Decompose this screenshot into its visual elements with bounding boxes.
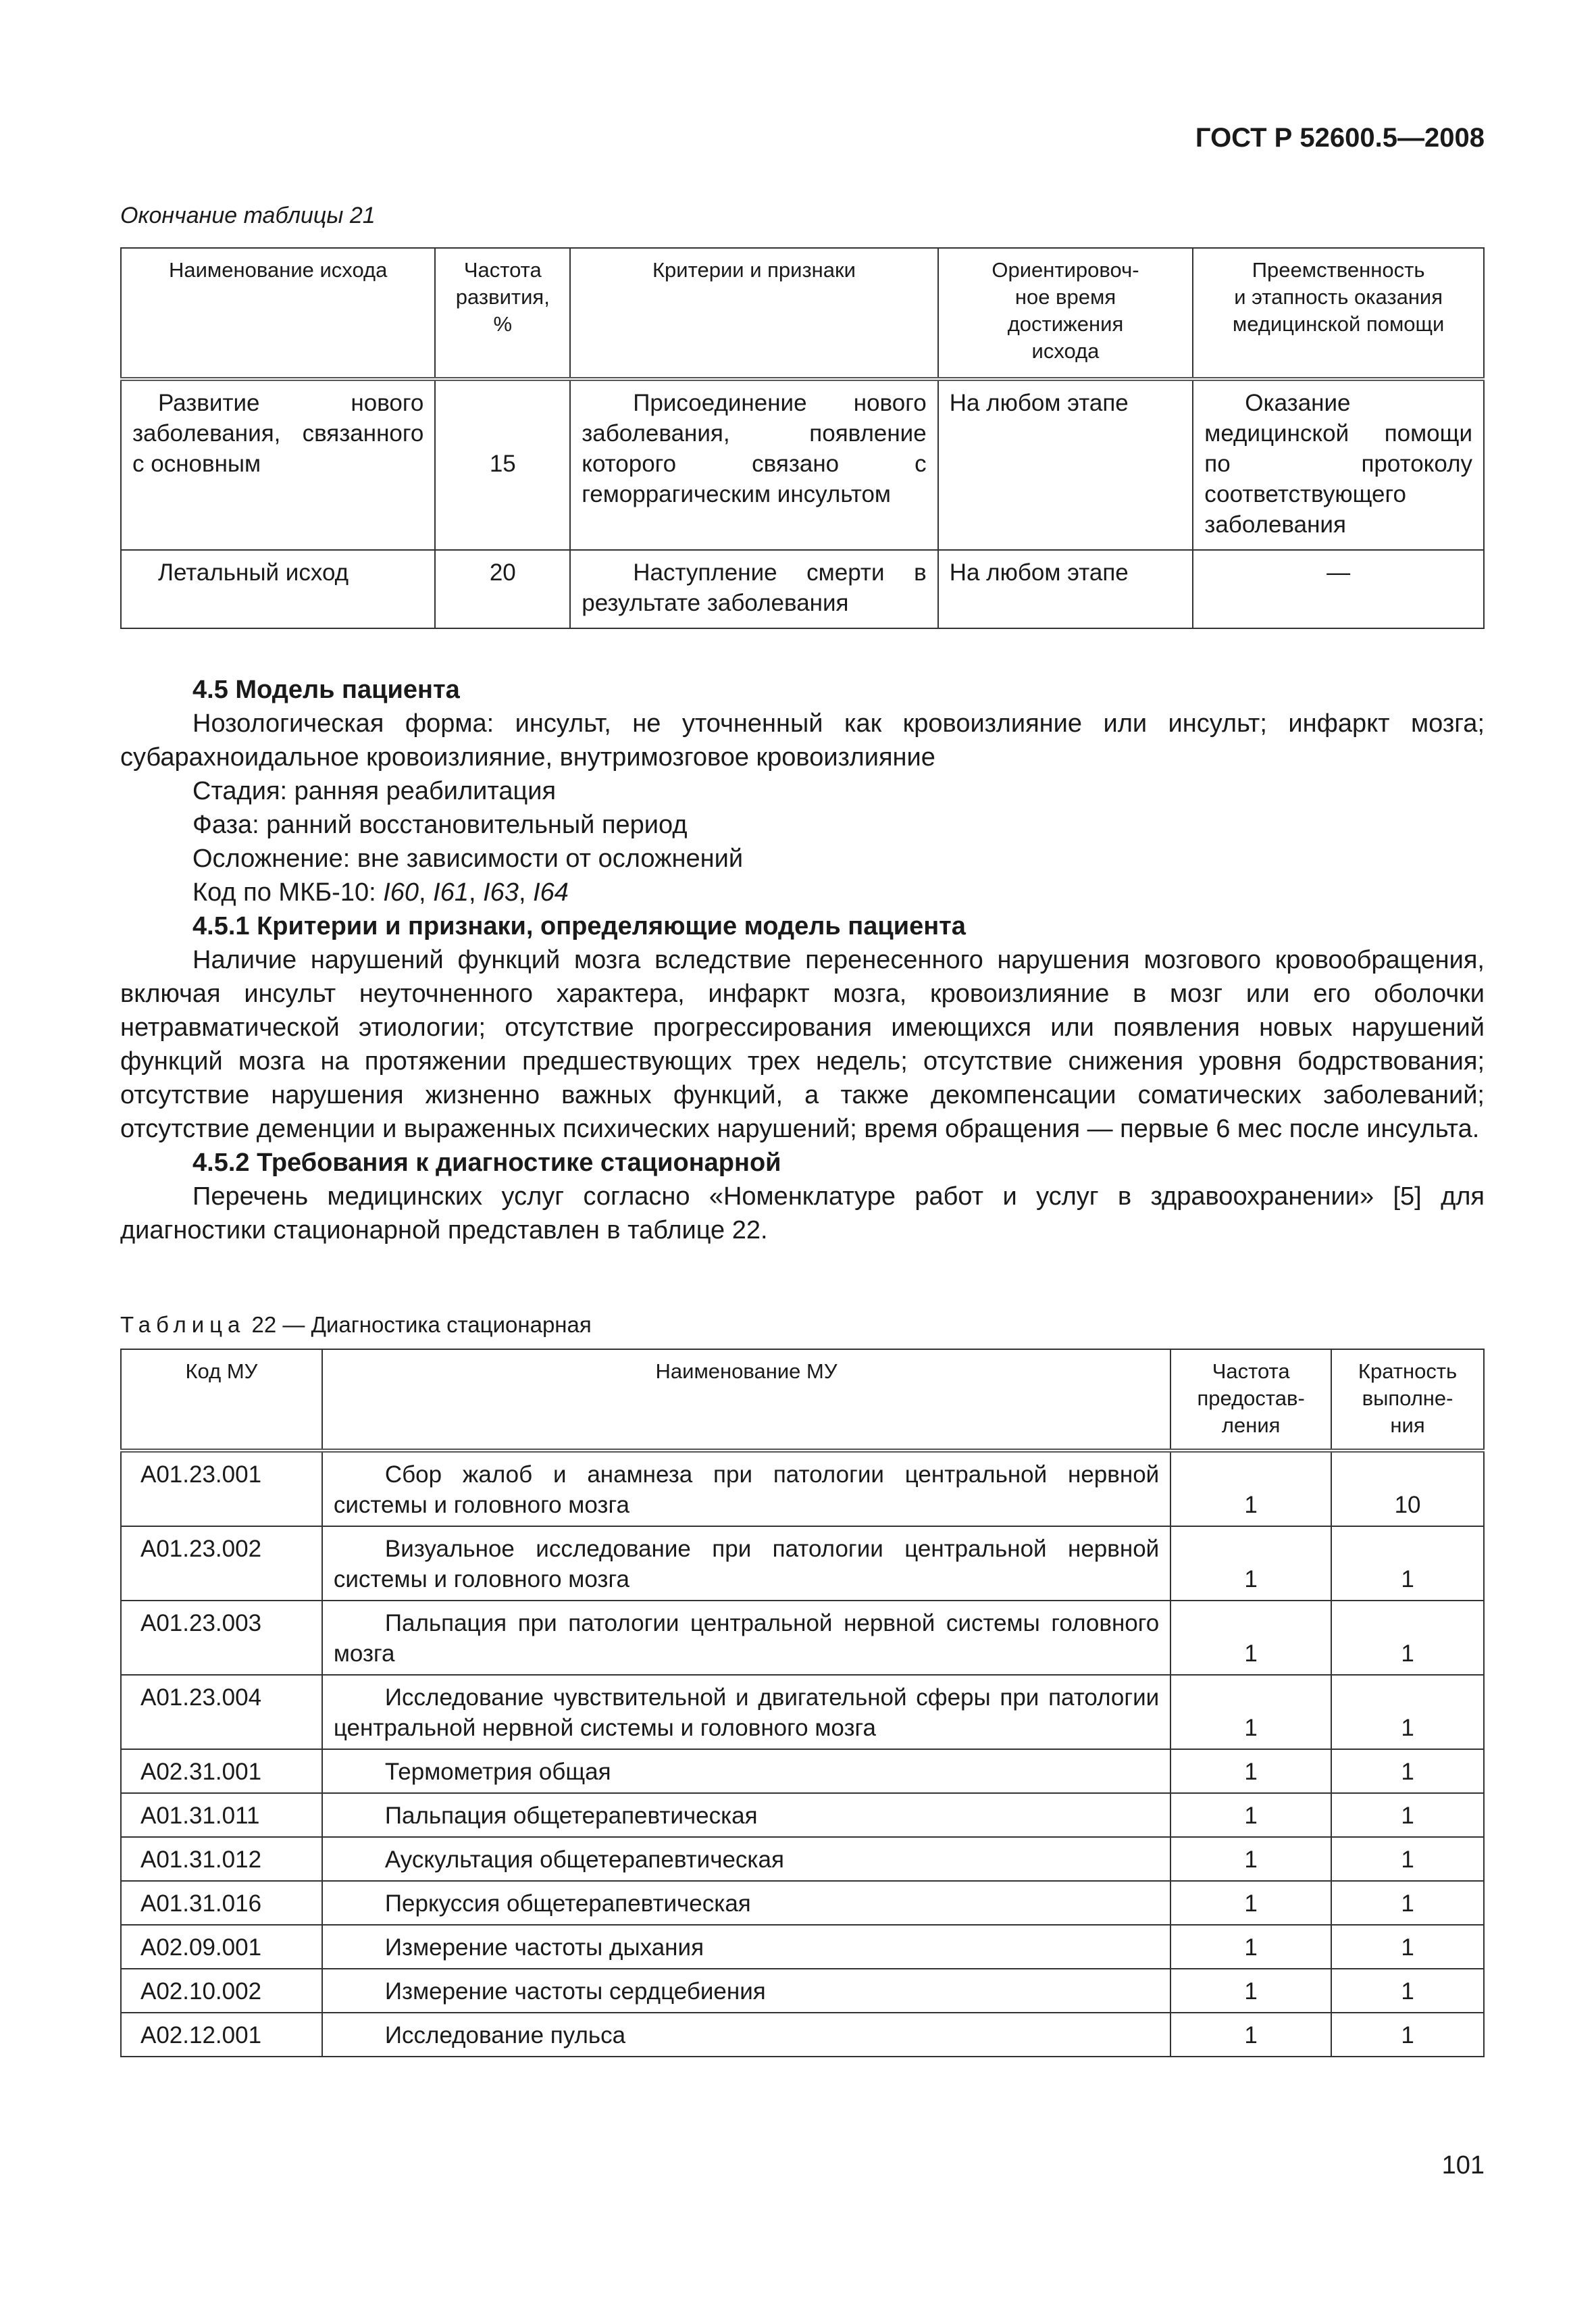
service-name-cell: Измерение частоты сердцебиения [322,1969,1170,2013]
table22-header-name: Наименование МУ [322,1349,1170,1451]
table-row [121,1749,1484,1793]
section-title: 4.5.1 Критерии и признаки, определяющие модель пациента [192,912,966,940]
service-name-cell: Пальпация общетерапевтическая [322,1793,1170,1837]
table21-header-frequency: Частота развития, % [435,248,570,379]
multiplicity-cell: 10 [1331,1451,1484,1526]
frequency-cell: 1 [1170,1881,1331,1925]
criteria-cell: Присоединение нового заболевания, появление которого связано с геморрагическим инсультом [570,379,937,550]
time-cell: На любом этапе [938,550,1193,628]
table22-header-multiplicity: Кратность выполне- ния [1331,1349,1484,1451]
multiplicity-cell: 1 [1331,1837,1484,1881]
table-row [121,1881,1484,1925]
service-name-cell: Пальпация при патологии центральной нервной системы головного мозга [322,1601,1170,1675]
paragraph-phase: Фаза: ранний восстановительный период [192,811,688,839]
frequency-cell: 1 [1170,1837,1331,1881]
multiplicity-cell: 1 [1331,1881,1484,1925]
multiplicity-cell: 1 [1331,1601,1484,1675]
service-name-cell: Перкуссия общетерапевтическая [322,1881,1170,1925]
code-cell: A02.31.001 [121,1749,322,1793]
table-row [121,1969,1484,2013]
outcome-cell: Летальный исход [121,550,435,628]
table-22 [120,1349,1485,2057]
paragraph-nosology: Нозологическая форма: инсульт, не уточненный как кровоизлияние или инсульт; инфаркт мозга; субарахноидальное кровоизлияние, внутримозговое кровоизлияние [120,709,1485,772]
frequency-cell: 20 [435,550,570,628]
table22-header-frequency: Частота предостав- ления [1170,1349,1331,1451]
multiplicity-cell: 1 [1331,1675,1484,1749]
table21-header-outcome: Наименование исхода [121,248,435,379]
service-name-cell: Аускультация общетерапевтическая [322,1837,1170,1881]
frequency-cell: 1 [1170,1675,1331,1749]
multiplicity-cell: 1 [1331,1526,1484,1601]
table22-header-code: Код МУ [121,1349,322,1451]
multiplicity-cell: 1 [1331,1925,1484,1969]
table-row [121,1793,1484,1837]
paragraph-diagnostics: Перечень медицинских услуг согласно «Номенклатуре работ и услуг в здравоохранении» [5] для диагностики стационарной представлен в таблице 22. [120,1182,1485,1244]
service-name-cell: Сбор жалоб и анамнеза при патологии центральной нервной системы и головного мозга [322,1451,1170,1526]
criteria-cell: Наступление смерти в результате заболевания [570,550,937,628]
paragraph-criteria: Наличие нарушений функций мозга вследствие перенесенного нарушения мозгового кровообращения, включая инсульт неуточненного характера, инфаркт мозга, кровоизлияние в мозг или его оболочки нетравматической этиологии; отсутствие прогрессирования имеющихся или появления новых нарушений функций мозга на протяжении предшествующих трех недель; отсутствие снижения уровня бодрствования; отсутствие нарушения жизненно важных функций, а также декомпенсации соматических заболеваний; отсутствие деменции и выраженных психических нарушений; время обращения — первые 6 мес после инсульта. [120,946,1485,1143]
table-row [121,1837,1484,1881]
frequency-cell: 15 [435,379,570,550]
table-row [121,550,1484,628]
outcome-cell: Развитие нового заболевания, связанного с основным [121,379,435,550]
frequency-cell: 1 [1170,1749,1331,1793]
table-21 [120,247,1485,629]
multiplicity-cell: 1 [1331,2013,1484,2057]
document-code: ГОСТ Р 52600.5—2008 [1195,123,1485,153]
multiplicity-cell: 1 [1331,1793,1484,1837]
frequency-cell: 1 [1170,1601,1331,1675]
frequency-cell: 1 [1170,1793,1331,1837]
service-name-cell: Визуальное исследование при патологии центральной нервной системы и головного мозга [322,1526,1170,1601]
table-row [121,1451,1484,1526]
code-cell: A01.31.011 [121,1793,322,1837]
frequency-cell: 1 [1170,1969,1331,2013]
code-cell: A01.23.004 [121,1675,322,1749]
continuity-cell: — [1193,550,1484,628]
continuity-cell: Оказание медицинской помощи по протоколу соответствующего заболевания [1193,379,1484,550]
frequency-cell: 1 [1170,2013,1331,2057]
code-cell: A02.12.001 [121,2013,322,2057]
time-cell: На любом этапе [938,379,1193,550]
body-section [120,673,1485,1247]
table-row [121,1925,1484,1969]
code-cell: A02.09.001 [121,1925,322,1969]
code-cell: A02.10.002 [121,1969,322,2013]
frequency-cell: 1 [1170,1925,1331,1969]
service-name-cell: Измерение частоты дыхания [322,1925,1170,1969]
table-row [121,1675,1484,1749]
code-cell: A01.23.003 [121,1601,322,1675]
multiplicity-cell: 1 [1331,1969,1484,2013]
paragraph-stage: Стадия: ранняя реабилитация [192,777,557,805]
table21-header-criteria: Критерии и признаки [570,248,937,379]
table-row [121,2013,1484,2057]
table21-caption: Окончание таблицы 21 [120,203,376,228]
table21-header-row [121,248,1484,379]
table21-header-time: Ориентировоч- ное время достижения исхода [938,248,1193,379]
paragraph-icd-codes: Код по МКБ-10: I60, I61, I63, I64 [192,878,569,907]
service-name-cell: Исследование пульса [322,2013,1170,2057]
code-cell: A01.23.001 [121,1451,322,1526]
code-cell: A01.23.002 [121,1526,322,1601]
service-name-cell: Исследование чувствительной и двигательной сферы при патологии центральной нервной системы и головного мозга [322,1675,1170,1749]
table-row [121,379,1484,550]
paragraph-complication: Осложнение: вне зависимости от осложнений [192,845,744,873]
code-cell: A01.31.012 [121,1837,322,1881]
table21-header-continuity: Преемственность и этапность оказания медицинской помощи [1193,248,1484,379]
section-title: 4.5.2 Требования к диагностике стационарной [192,1149,781,1177]
service-name-cell: Термометрия общая [322,1749,1170,1793]
page-number: 101 [1441,2151,1485,2180]
table22-caption: Таблица 22 — Диагностика стационарная [120,1312,592,1337]
table22-header-row [121,1349,1484,1451]
table-row [121,1601,1484,1675]
table-row [121,1526,1484,1601]
frequency-cell: 1 [1170,1526,1331,1601]
code-cell: A01.31.016 [121,1881,322,1925]
multiplicity-cell: 1 [1331,1749,1484,1793]
section-title: 4.5 Модель пациента [192,676,460,704]
frequency-cell: 1 [1170,1451,1331,1526]
